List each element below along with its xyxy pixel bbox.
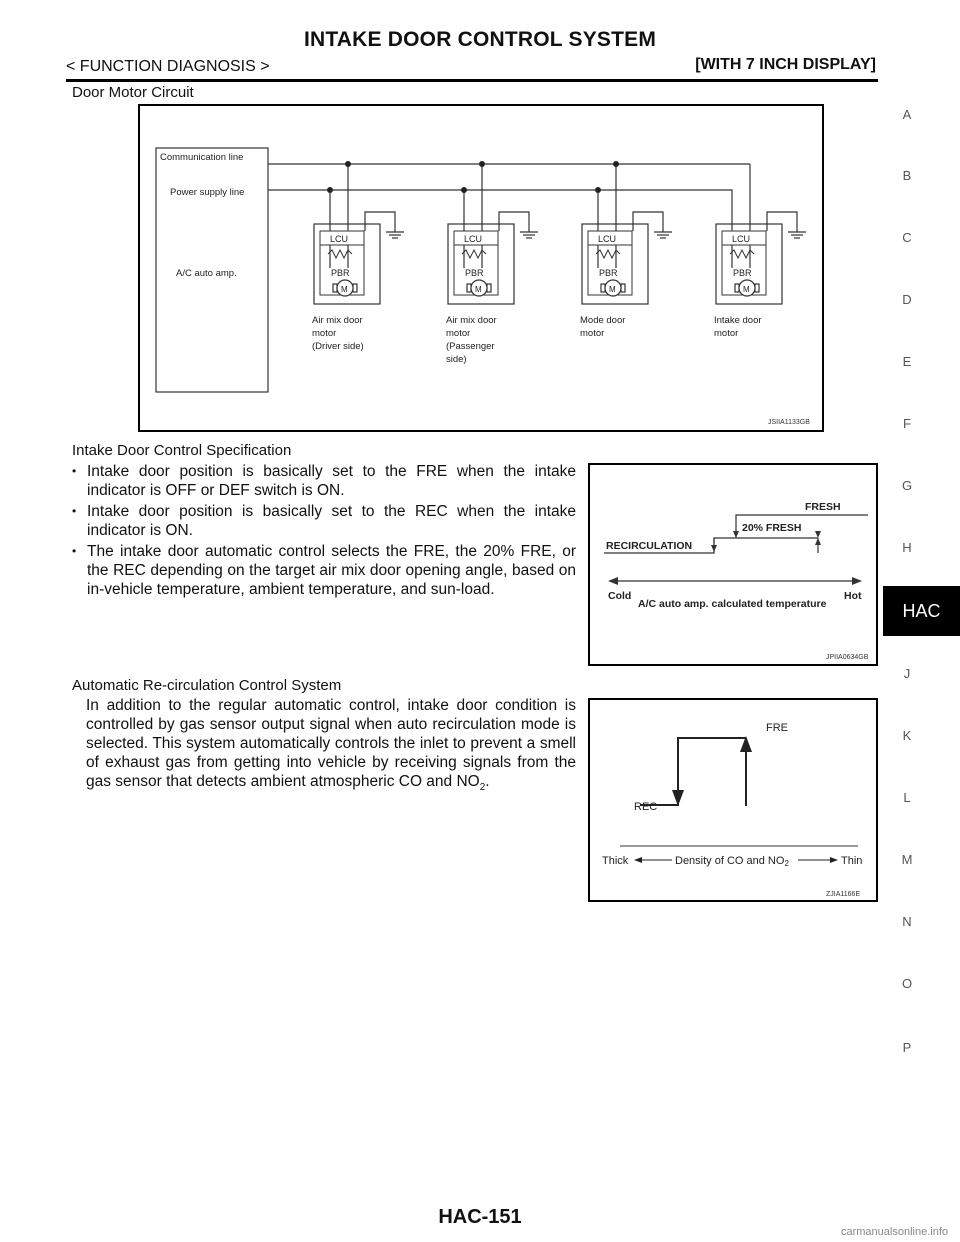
side-tab-p[interactable]: P [902,1040,912,1055]
heading-intake-door-control-spec: Intake Door Control Specification [72,442,292,459]
door-motor-circuit-svg [140,106,822,430]
motor-m-label: M [341,285,348,294]
lcu-label: LCU [732,234,751,244]
diagram-id: JPIIA0634GB [826,654,869,661]
page-title: INTAKE DOOR CONTROL SYSTEM [303,28,657,51]
side-tab-j[interactable]: J [903,666,911,681]
motor-m-label: M [609,285,616,294]
motor-label-line: side) [446,354,467,365]
side-tab-h[interactable]: H [902,540,912,555]
section-label: < FUNCTION DIAGNOSIS > [66,58,270,75]
hot-label: Hot [844,590,862,602]
bullet-item: • Intake door position is basically set to the REC when the intake indicator is ON. [72,502,576,540]
variant-label: [WITH 7 INCH DISPLAY] [695,56,876,73]
bullet-item: • Intake door position is basically set to the FRE when the intake indicator is OFF or DEF switch is ON. [72,462,576,500]
lcu-label: LCU [330,234,349,244]
side-tab-m[interactable]: M [901,852,913,867]
density-axis-text: Density of CO and NO [675,855,785,867]
side-tab-d[interactable]: D [902,292,912,307]
auto-recirc-diagram [588,698,878,902]
fresh-20-label: 20% FRESH [742,522,802,534]
lcu-label: LCU [598,234,617,244]
subscript: 2 [784,859,789,868]
thin-label: Thin [841,855,863,867]
motor-label-line: Mode door [580,315,626,326]
temperature-axis-label: A/C auto amp. calculated temperature [638,598,827,610]
side-tab-hac-active[interactable]: HAC [883,586,960,636]
motor-label-line: motor [446,328,471,339]
lcu-label: LCU [464,234,483,244]
motor-label-line: motor [714,328,739,339]
intake-spec-diagram [588,463,878,666]
auto-recirc-text: In addition to the regular automatic control, intake door condition is controlled by gas sensor output signal when auto recirculation mode is selected. This system automatically controls the inlet to prevent a smell of exhaust gas from getting into vehicle by receiving signals from the gas sensor that detects ambient atmospheric CO and NO [86,697,576,790]
side-tab-g[interactable]: G [901,478,913,493]
intake-spec-bullets [72,462,576,601]
period: . [485,773,490,790]
motor-label-line: (Passenger [446,341,495,352]
motor-label-line: motor [312,328,337,339]
diagram-id: JSIIA1133GB [768,419,810,426]
ac-auto-amp-label: A/C auto amp. [176,268,237,279]
side-tab-b[interactable]: B [902,168,912,183]
side-tab-f[interactable]: F [903,416,911,431]
density-axis-label [675,855,789,868]
cold-label: Cold [608,590,632,602]
side-tab-n[interactable]: N [902,914,912,929]
intake-spec-svg [590,465,876,664]
side-tab-l[interactable]: L [903,790,911,805]
watermark: carmanualsonline.info [840,1226,948,1238]
door-motor-circuit-diagram [138,104,824,432]
thick-label: Thick [602,855,629,867]
side-tab-e[interactable]: E [902,354,912,369]
auto-recirc-body [86,696,576,797]
motor-label-line: (Driver side) [312,341,364,352]
motor-label-line: Intake door [714,315,762,326]
subscript: 2 [479,782,486,794]
side-tab-c[interactable]: C [902,230,912,245]
rec-label: REC [634,801,658,813]
heading-auto-recirculation: Automatic Re-circulation Control System [72,677,342,694]
pbr-label: PBR [733,268,752,278]
heading-door-motor-circuit: Door Motor Circuit [72,84,194,101]
motor-m-label: M [475,285,482,294]
motor-label-line: Air mix door [312,315,363,326]
pbr-label: PBR [331,268,350,278]
auto-recirc-svg [590,700,876,900]
power-supply-line-label: Power supply line [170,187,245,198]
bullet-item: • The intake door automatic control selects the FRE, the 20% FRE, or the REC depending on the target air mix door opening angle, based on in-vehicle temperature, ambient temperature, and sun-load. [72,542,576,599]
page-number: HAC-151 [438,1206,522,1228]
motor-m-label: M [743,285,750,294]
side-tab-o[interactable]: O [901,976,913,991]
header-rule [66,79,878,82]
recirculation-label: RECIRCULATION [606,540,693,552]
motor-label-line: Air mix door [446,315,497,326]
motor-label-line: motor [580,328,605,339]
pbr-label: PBR [599,268,618,278]
fresh-label: FRESH [805,501,841,513]
side-tab-k[interactable]: K [902,728,912,743]
side-tab-a[interactable]: A [902,107,912,122]
communication-line-label: Communication line [160,152,244,163]
pbr-label: PBR [465,268,484,278]
fre-label: FRE [766,722,788,734]
diagram-id: ZJIA1166E [826,891,861,898]
